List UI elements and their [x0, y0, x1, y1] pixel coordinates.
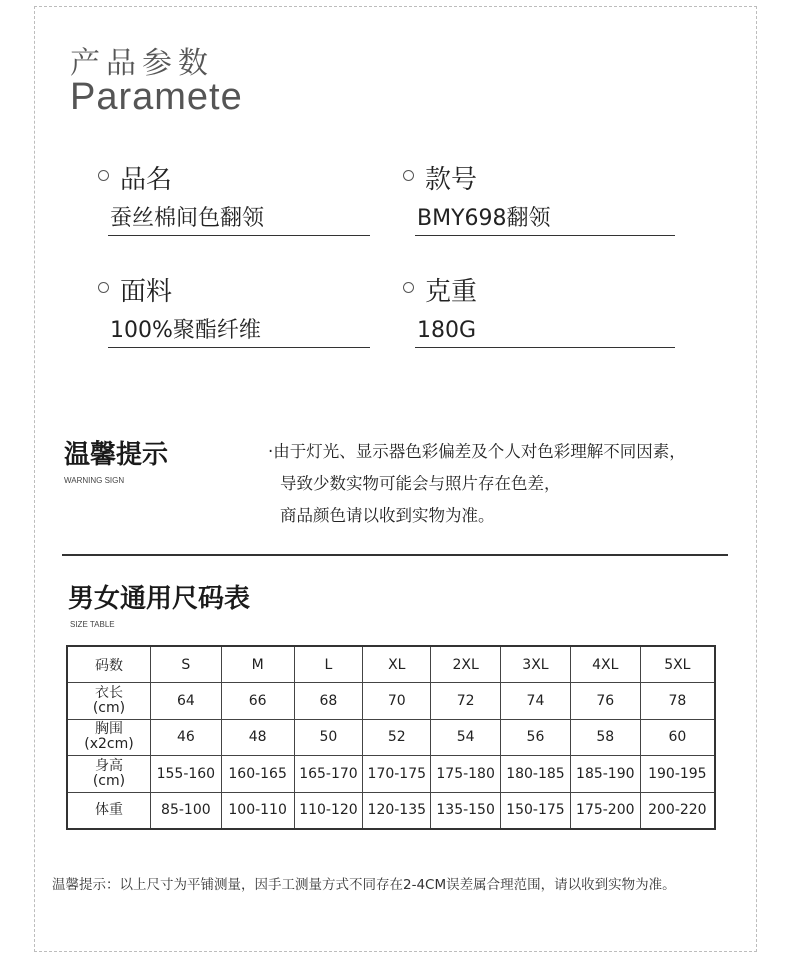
table-header-cell: 5XL [640, 646, 715, 683]
row-unit: (x2cm) [84, 736, 134, 753]
table-cell: 74 [501, 683, 571, 720]
row-unit: (cm) [92, 699, 126, 716]
param-value: 蚕丝棉间色翻领 [108, 202, 370, 236]
row-label: 身高 [94, 757, 123, 774]
table-cell: 56 [501, 719, 571, 756]
table-header-cell: 2XL [431, 646, 501, 683]
table-cell: 200-220 [640, 792, 715, 829]
table-header-cell: L [294, 646, 363, 683]
table-header-cell: 4XL [570, 646, 640, 683]
table-cell: 78 [640, 683, 715, 720]
table-cell: 120-135 [363, 792, 431, 829]
warning-line: 导致少数实物可能会与照片存在色差， [280, 474, 561, 493]
row-label: 衣长 [94, 684, 123, 701]
table-cell: 46 [150, 719, 221, 756]
row-label: 胸围 [94, 721, 123, 738]
row-header-cell [67, 683, 150, 720]
bullet-circle-icon [403, 170, 414, 181]
param-weight [403, 272, 675, 348]
bullet-circle-icon [403, 282, 414, 293]
row-unit: (cm) [92, 772, 126, 789]
table-cell: 54 [431, 719, 501, 756]
param-fabric [98, 272, 370, 348]
table-cell: 175-180 [431, 756, 501, 793]
table-cell: 185-190 [570, 756, 640, 793]
size-table [66, 645, 716, 830]
table-cell: 58 [570, 719, 640, 756]
footnote: 温馨提示：以上尺寸为平铺测量，因手工测量方式不同存在2-4CM误差属合理范围，请以收到实物为准。 [52, 877, 676, 893]
table-cell: 190-195 [640, 756, 715, 793]
table-header-cell: 3XL [501, 646, 571, 683]
table-cell: 70 [363, 683, 431, 720]
size-table-subtitle: SIZE TABLE [70, 620, 115, 629]
param-value: BMY698翻领 [415, 202, 675, 236]
warning-line: ·由于灯光、显示器色彩偏差及个人对色彩理解不同因素， [268, 442, 686, 461]
table-cell: 170-175 [363, 756, 431, 793]
table-cell: 175-200 [570, 792, 640, 829]
table-cell: 72 [431, 683, 501, 720]
warning-title: 温馨提示 [64, 440, 169, 470]
param-product-name [98, 160, 370, 236]
table-cell: 100-110 [221, 792, 294, 829]
table-cell: 50 [294, 719, 363, 756]
table-cell: 165-170 [294, 756, 363, 793]
table-cell: 160-165 [221, 756, 294, 793]
table-cell: 135-150 [431, 792, 501, 829]
table-cell: 60 [640, 719, 715, 756]
param-label: 面料 [120, 276, 173, 307]
table-cell: 155-160 [150, 756, 221, 793]
table-row [67, 756, 715, 793]
row-header-cell [67, 756, 150, 793]
table-header-cell: M [221, 646, 294, 683]
table-header-cell: S [150, 646, 221, 683]
table-header-cell: 码数 [67, 646, 150, 683]
table-cell: 150-175 [501, 792, 571, 829]
param-value: 180G [415, 314, 675, 348]
warning-subtitle: WARNING SIGN [64, 476, 125, 485]
row-label: 体重 [94, 801, 123, 818]
table-cell: 52 [363, 719, 431, 756]
bullet-circle-icon [98, 170, 109, 181]
table-cell: 110-120 [294, 792, 363, 829]
table-header-row [67, 646, 715, 683]
param-label: 品名 [120, 164, 173, 195]
table-cell: 76 [570, 683, 640, 720]
table-header-cell: XL [363, 646, 431, 683]
warning-text [268, 436, 686, 532]
section-title-cn: 产品参数 [70, 46, 214, 81]
bullet-circle-icon [98, 282, 109, 293]
table-cell: 66 [221, 683, 294, 720]
param-label: 款号 [425, 164, 478, 195]
size-table-title: 男女通用尺码表 [68, 584, 251, 614]
param-style-number [403, 160, 675, 236]
section-divider [62, 554, 728, 556]
table-cell: 64 [150, 683, 221, 720]
param-value: 100%聚酯纤维 [108, 314, 370, 348]
row-header-cell [67, 719, 150, 756]
table-cell: 68 [294, 683, 363, 720]
table-row [67, 792, 715, 829]
table-row [67, 719, 715, 756]
param-label: 克重 [425, 276, 478, 307]
row-header-cell [67, 792, 150, 829]
table-cell: 48 [221, 719, 294, 756]
table-row [67, 683, 715, 720]
section-title-en: Paramete [70, 76, 243, 118]
warning-line: 商品颜色请以收到实物为准。 [280, 506, 495, 525]
table-cell: 85-100 [150, 792, 221, 829]
table-cell: 180-185 [501, 756, 571, 793]
